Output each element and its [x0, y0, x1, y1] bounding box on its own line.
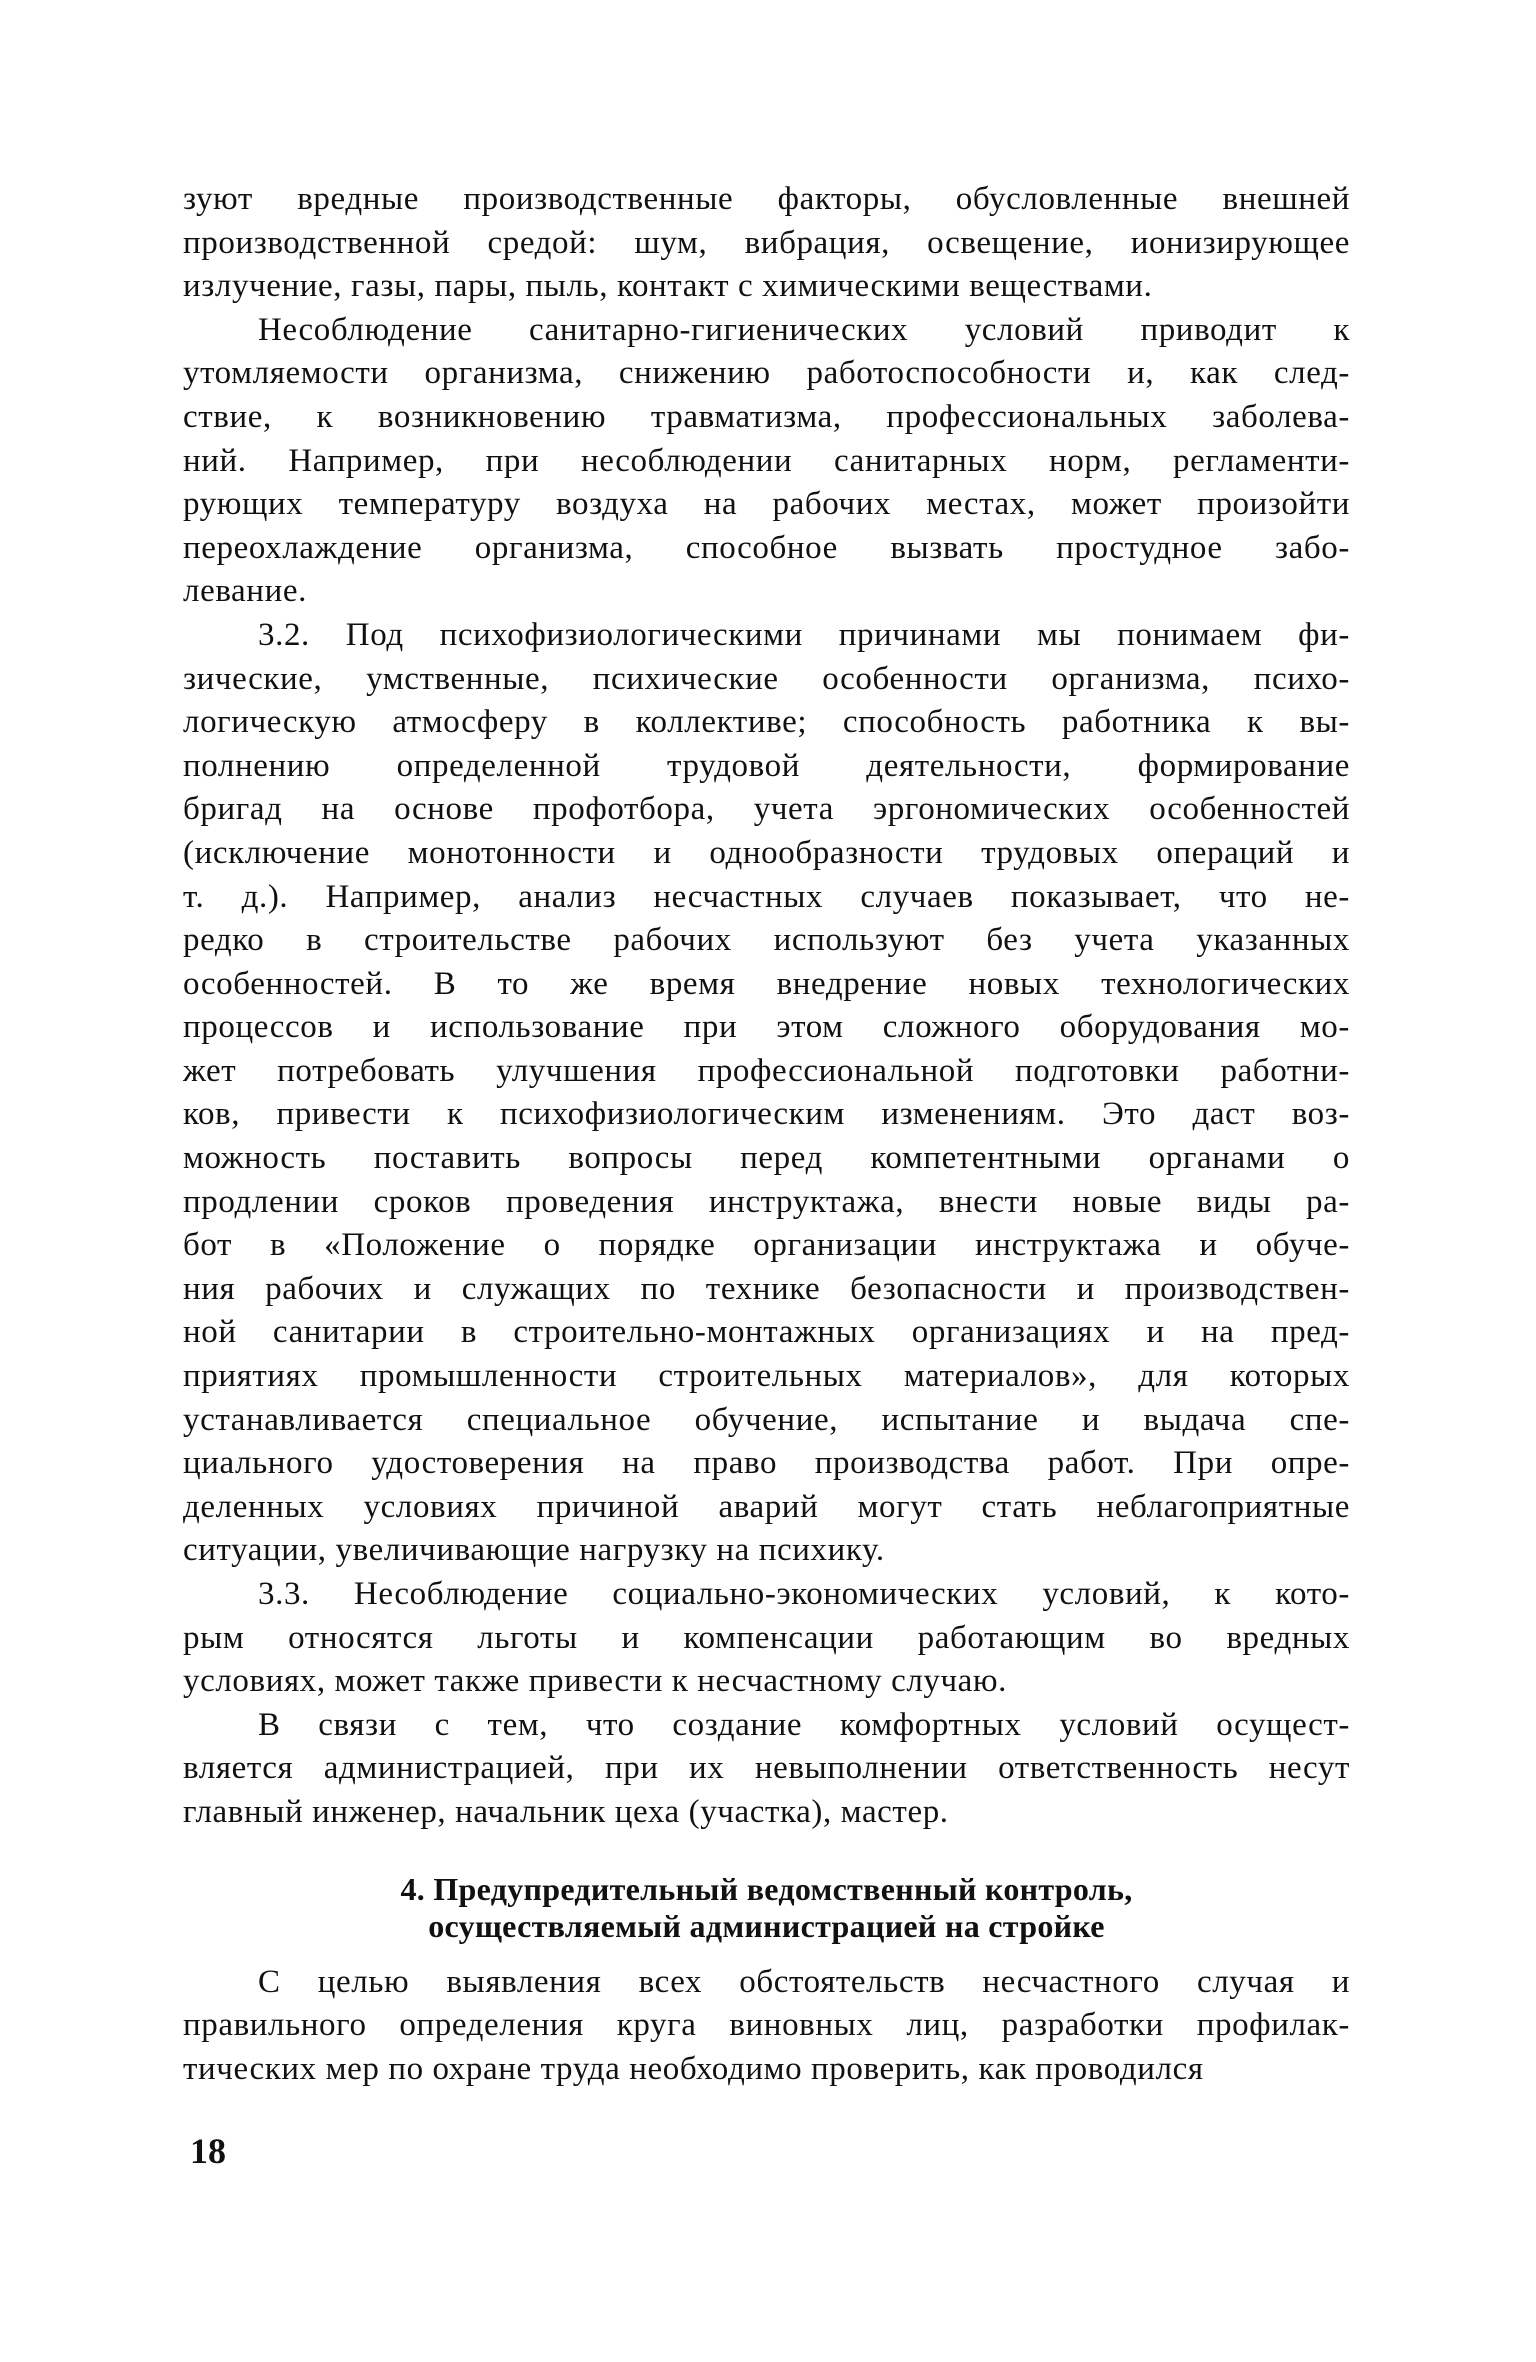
text-line: циального удостоверения на право производства работ. При опре- [183, 1445, 1350, 1482]
paragraph [183, 309, 1350, 614]
text-line: переохлаждение организма, способное вызвать простудное забо- [183, 529, 1350, 566]
text-line: главный инженер, начальник цеха (участка), мастер. [183, 1793, 949, 1830]
text-line: редко в строительстве рабочих используют без учета указанных [183, 922, 1350, 959]
text-line: С целью выявления всех обстоятельств несчастного случая и [258, 1963, 1350, 2000]
text-line: бригад на основе профотбора, учета эргономических особенностей [183, 791, 1350, 828]
text-line: 3.2. Под психофизиологическими причинами мы понимаем фи- [258, 616, 1350, 653]
text-line: ков, привести к психофизиологическим изменениям. Это даст воз- [183, 1096, 1350, 1133]
text-line: жет потребовать улучшения профессиональной подготовки работни- [183, 1052, 1350, 1089]
text-line: производственной средой: шум, вибрация, освещение, ионизирующее [183, 224, 1350, 261]
text-line: продлении сроков проведения инструктажа, внести новые виды ра- [183, 1183, 1350, 1220]
text-line: ствие, к возникновению травматизма, профессиональных заболева- [183, 398, 1350, 435]
text-line: бот в «Положение о порядке организации инструктажа и обуче- [183, 1227, 1350, 1264]
heading-line: осуществляемый администрацией на стройке [428, 1907, 1105, 1944]
paragraph [183, 1961, 1350, 2092]
text-line: деленных условиях причиной аварий могут стать неблагоприятные [183, 1488, 1350, 1525]
text-line: зические, умственные, психические особенности организма, психо- [183, 660, 1350, 697]
text-line: логическую атмосферу в коллективе; способность работника к вы- [183, 704, 1350, 741]
paragraph [183, 614, 1350, 1573]
text-line: устанавливается специальное обучение, испытание и выдача спе- [183, 1401, 1350, 1438]
text-line: приятиях промышленности строительных материалов», для которых [183, 1358, 1350, 1395]
text-line: особенностей. В то же время внедрение новых технологических [183, 965, 1350, 1002]
text-line: тических мер по охране труда необходимо проверить, как проводился [183, 2050, 1204, 2087]
section-body-text [183, 1961, 1350, 2092]
text-line: рым относятся льготы и компенсации работающим во вредных [183, 1619, 1350, 1656]
text-line: утомляемости организма, снижению работоспособности и, как след- [183, 355, 1350, 392]
text-line: Несоблюдение санитарно-гигиенических условий приводит к [258, 311, 1350, 348]
text-line: 3.3. Несоблюдение социально-экономических условий, к кото- [258, 1576, 1350, 1612]
text-line: условиях, может также привести к несчастному случаю. [183, 1663, 1008, 1700]
text-line: В связи с тем, что создание комфортных условий осущест- [258, 1706, 1350, 1743]
text-line: ния рабочих и служащих по технике безопасности и производствен- [183, 1270, 1350, 1307]
section-heading [183, 1871, 1350, 1945]
text-line: вляется администрацией, при их невыполнении ответственность несут [183, 1750, 1350, 1787]
paragraph [183, 178, 1350, 309]
text-line: излучение, газы, пары, пыль, контакт с химическими веществами. [183, 268, 1153, 305]
heading-line: 4. Предупредительный ведомственный контроль, [400, 1870, 1133, 1907]
page-number: 18 [190, 2131, 226, 2171]
body-text [183, 178, 1350, 1835]
text-line: правильного определения круга виновных лиц, разработки профилак- [183, 2007, 1350, 2044]
text-line: зуют вредные производственные факторы, обусловленные внешней [183, 181, 1350, 217]
text-line: ной санитарии в строительно-монтажных организациях и на пред- [183, 1314, 1350, 1351]
text-line: полнению определенной трудовой деятельности, формирование [183, 747, 1350, 784]
paragraph [183, 1573, 1350, 1704]
paragraph [183, 1704, 1350, 1835]
text-line: рующих температуру воздуха на рабочих местах, может произойти [183, 486, 1350, 523]
text-line: ситуации, увеличивающие нагрузку на психику. [183, 1532, 885, 1569]
text-line: можность поставить вопросы перед компетентными органами о [183, 1140, 1350, 1177]
text-line: процессов и использование при этом сложного оборудования мо- [183, 1009, 1350, 1046]
text-line: ний. Например, при несоблюдении санитарных норм, регламенти- [183, 442, 1350, 479]
text-line: (исключение монотонности и однообразности трудовых операций и [183, 834, 1350, 871]
document-page [183, 178, 1350, 2091]
text-line: левание. [183, 573, 307, 610]
text-line: т. д.). Например, анализ несчастных случаев показывает, что не- [183, 878, 1350, 915]
